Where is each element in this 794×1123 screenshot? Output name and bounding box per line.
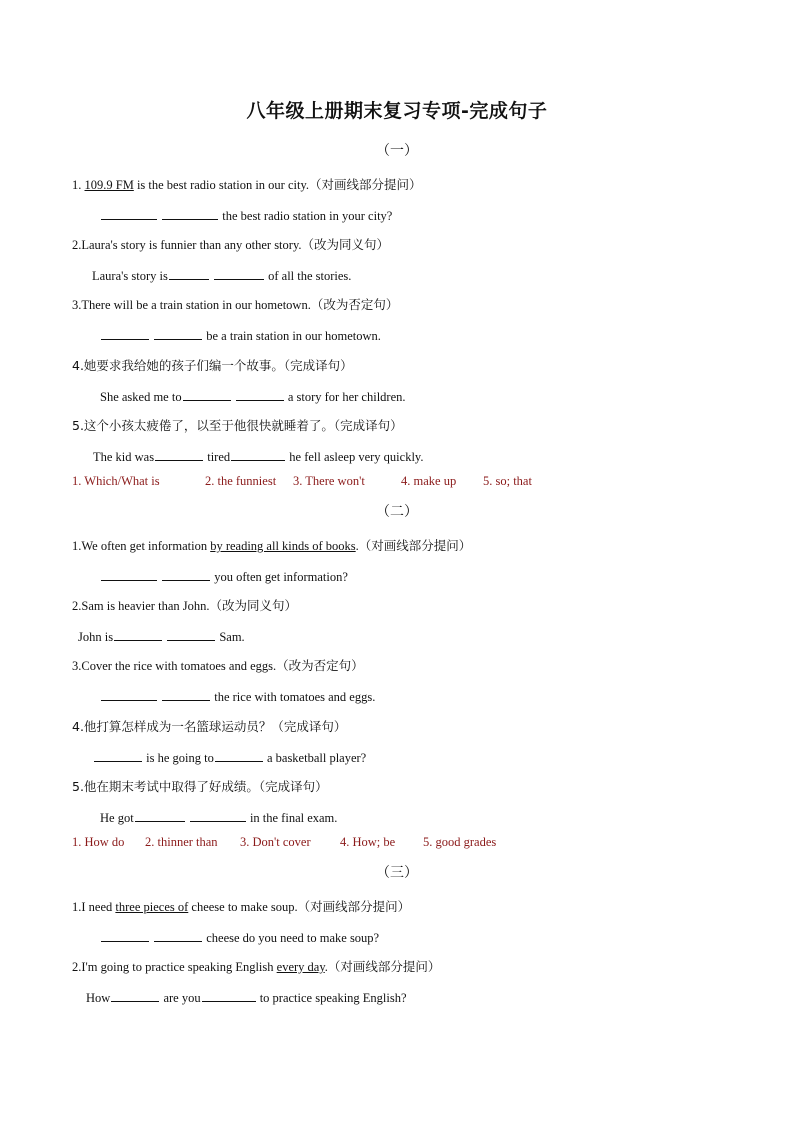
answer-item: 4. How; be	[340, 835, 396, 849]
s1-a2-head: Laura's story is	[92, 269, 168, 283]
answer-item: 5. so; that	[483, 474, 532, 488]
s2-answer-line-3	[100, 689, 375, 705]
s2-question-5: 5.他在期末考试中取得了好成绩。（完成译句）	[72, 779, 328, 794]
s1-answer-line-5	[93, 449, 424, 465]
s1-question-2: 2.Laura's story is funnier than any other story.（改为同义句）	[72, 238, 390, 252]
blank[interactable]	[101, 208, 157, 220]
s3-q1-rest: cheese to make soup.（对画线部分提问）	[188, 900, 411, 914]
blank[interactable]	[101, 328, 149, 340]
s2-a2-head: John is	[78, 630, 114, 644]
s1-a4-tail: a story for her children.	[284, 390, 406, 404]
page-title: 八年级上册期末复习专项-完成句子	[246, 100, 548, 122]
s3-a2-head: How	[86, 991, 111, 1005]
s2-q1-prefix: 1.We often get information	[72, 539, 211, 553]
section-heading-1: （一）	[376, 144, 418, 159]
s1-answer-line-4	[100, 389, 406, 405]
answer-item: 5. good grades	[423, 835, 497, 849]
s2-answer-line-5	[100, 810, 337, 826]
s2-answer-key	[72, 834, 496, 850]
s2-question-3: 3.Cover the rice with tomatoes and eggs.（改为否定句）	[72, 659, 364, 673]
s1-q1-rest: is the best radio station in our city.（对画线部分提问）	[133, 178, 422, 192]
s3-q1-underlined: three pieces of	[115, 900, 189, 914]
s1-question-4: 4.她要求我给她的孩子们编一个故事。（完成译句）	[72, 358, 353, 373]
blank[interactable]	[167, 629, 215, 641]
s2-answer-line-2	[78, 629, 245, 645]
blank[interactable]	[214, 268, 264, 280]
answer-item: 2. the funniest	[205, 474, 277, 488]
answer-item: 2. thinner than	[145, 835, 218, 849]
s2-answer-line-4	[93, 750, 366, 766]
blank[interactable]	[155, 449, 203, 461]
blank[interactable]	[162, 689, 210, 701]
s1-a4-head: She asked me to	[100, 390, 182, 404]
s1-a3-tail: be a train station in our hometown.	[203, 329, 381, 343]
s3-answer-line-2	[86, 990, 407, 1006]
blank[interactable]	[190, 810, 246, 822]
s1-question-3: 3.There will be a train station in our hometown.（改为否定句）	[72, 298, 399, 312]
s1-q1-underlined: 109.9 FM	[84, 178, 134, 192]
s1-question-1	[72, 177, 422, 193]
s2-question-1	[72, 538, 471, 554]
s3-q2-underlined: every day	[276, 960, 325, 974]
answer-item: 3. Don't cover	[240, 835, 311, 849]
blank[interactable]	[135, 810, 185, 822]
s1-answer-key	[72, 473, 532, 489]
s2-a3-tail: the rice with tomatoes and eggs.	[211, 690, 376, 704]
blank[interactable]	[202, 990, 256, 1002]
s1-a2-tail: of all the stories.	[264, 269, 352, 283]
s2-a2-tail: Sam.	[216, 630, 245, 644]
answer-item: 4. make up	[401, 474, 457, 488]
s3-q2-rest: .（对画线部分提问）	[324, 960, 441, 974]
s1-a5-tail: he fell asleep very quickly.	[286, 450, 424, 464]
blank[interactable]	[154, 328, 202, 340]
blank[interactable]	[215, 750, 263, 762]
s2-question-4: 4.他打算怎样成为一名篮球运动员？（完成译句）	[72, 719, 347, 734]
blank[interactable]	[169, 268, 209, 280]
s2-question-2: 2.Sam is heavier than John.（改为同义句）	[72, 599, 297, 613]
blank[interactable]	[101, 930, 149, 942]
s1-question-5: 5.这个小孩太疲倦了，以至于他很快就睡着了。（完成译句）	[72, 418, 403, 433]
s3-question-1	[72, 899, 410, 915]
s2-a4-tail: a basketball player?	[263, 751, 367, 765]
s3-a1-tail: cheese do you need to make soup?	[203, 931, 380, 945]
s1-answer-line-2	[92, 268, 351, 284]
blank[interactable]	[101, 689, 157, 701]
s1-q1-prefix: 1.	[72, 178, 85, 192]
blank[interactable]	[114, 629, 162, 641]
blank[interactable]	[183, 389, 231, 401]
blank[interactable]	[101, 569, 157, 581]
s1-answer-line-3	[100, 328, 381, 344]
s2-q1-underlined: by reading all kinds of books	[210, 539, 356, 553]
s2-answer-line-1	[100, 569, 348, 585]
s3-q1-prefix: 1.I need	[72, 900, 116, 914]
s2-a5-head: He got	[100, 811, 134, 825]
s3-a2-mid: are you	[160, 991, 201, 1005]
answer-item: 3. There won't	[293, 474, 365, 488]
s2-q1-rest: .（对画线部分提问）	[355, 539, 472, 553]
s1-answer-line-1	[100, 208, 392, 224]
s3-answer-line-1	[100, 930, 379, 946]
s3-a2-tail: to practice speaking English?	[256, 991, 407, 1005]
s2-a4-mid: is he going to	[143, 751, 214, 765]
answer-item: 1. Which/What is	[72, 474, 160, 488]
s1-a5-head: The kid was	[93, 450, 155, 464]
section-heading-3: （三）	[376, 866, 418, 881]
s3-question-2	[72, 959, 440, 975]
section-heading-2: （二）	[376, 505, 418, 520]
blank[interactable]	[154, 930, 202, 942]
s1-a5-mid: tired	[204, 450, 231, 464]
s1-a1-tail: the best radio station in your city?	[219, 209, 393, 223]
blank[interactable]	[111, 990, 159, 1002]
s2-a5-tail: in the final exam.	[246, 811, 338, 825]
s3-q2-prefix: 2.I'm going to practice speaking English	[72, 960, 277, 974]
answer-item: 1. How do	[72, 835, 125, 849]
blank[interactable]	[236, 389, 284, 401]
blank[interactable]	[94, 750, 142, 762]
blank[interactable]	[162, 569, 210, 581]
blank[interactable]	[231, 449, 285, 461]
blank[interactable]	[162, 208, 218, 220]
s2-a1-tail: you often get information?	[211, 570, 348, 584]
